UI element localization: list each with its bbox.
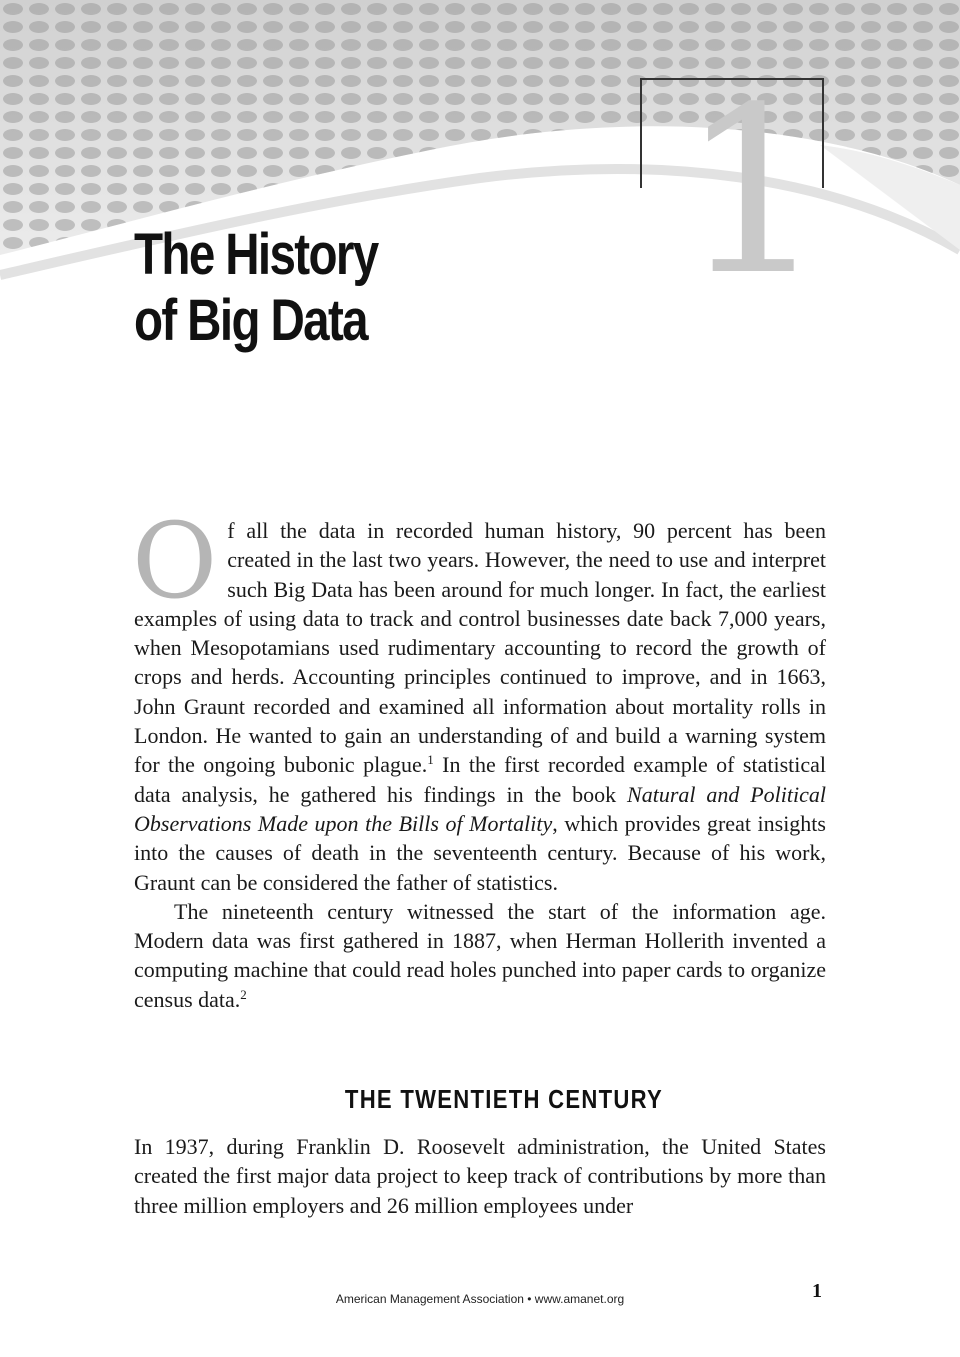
footnote-ref-1[interactable]: 1 [427,752,434,768]
intro-paragraph-1 [132,500,826,897]
section-heading: THE TWENTIETH CENTURY [344,1084,664,1114]
book-title: Natural and Political Observations Made upon the Bills of Mortality [134,781,826,836]
para1-end: , which provides great insights into the causes of death in the seventeenth century. Because of his work, Graunt can be considered the father of statistics. [134,810,826,895]
para1-cont: In the first recorded example of statistical data analysis, he gathered his findings in the book [134,752,826,807]
intro-paragraph-2 [134,897,826,1014]
para2-text: The nineteenth century witnessed the start of the information age. Modern data was first gathered in 1887, when Herman Hollerith invented a computing machine that could read holes punched into paper cards to organize census data. [134,898,826,1012]
intro-text [132,500,826,1014]
chapter-title-line1: The History [134,222,378,287]
para1-rest: f all the data in recorded human history, 90 percent has been created in the last two years. However, the need to use and interpret such Big Data has been around for much longer. In fact, the earliest examples of using data to track and control businesses date back 7,000 years, when Mesopotamians used rudimentary accounting to record the growth of crops and herds. Accounting principles continued to improve, and in 1663, John Graunt recorded and examined all information about mortality rolls in London. He wanted to gain an understanding of and build a warning system for the ongoing bubonic plague. [134,518,826,778]
chapter-title [134,222,478,354]
chapter-title-line2: of Big Data [134,288,367,353]
drop-cap: O [132,500,218,622]
chapter-box-left-rule [640,78,642,188]
chapter-number-box [640,59,827,326]
chapter-number: 1 [680,59,827,326]
section-text [134,1132,826,1220]
section-paragraph: In 1937, during Franklin D. Roosevelt administration, the United States created the first major data project to keep track of contributions by more than three million employers and 26 million employees under [134,1134,826,1218]
footnote-ref-2[interactable]: 2 [240,986,247,1002]
page-footer: American Management Association • www.amanet.org [335,1292,625,1306]
page-number: 1 [812,1280,822,1302]
